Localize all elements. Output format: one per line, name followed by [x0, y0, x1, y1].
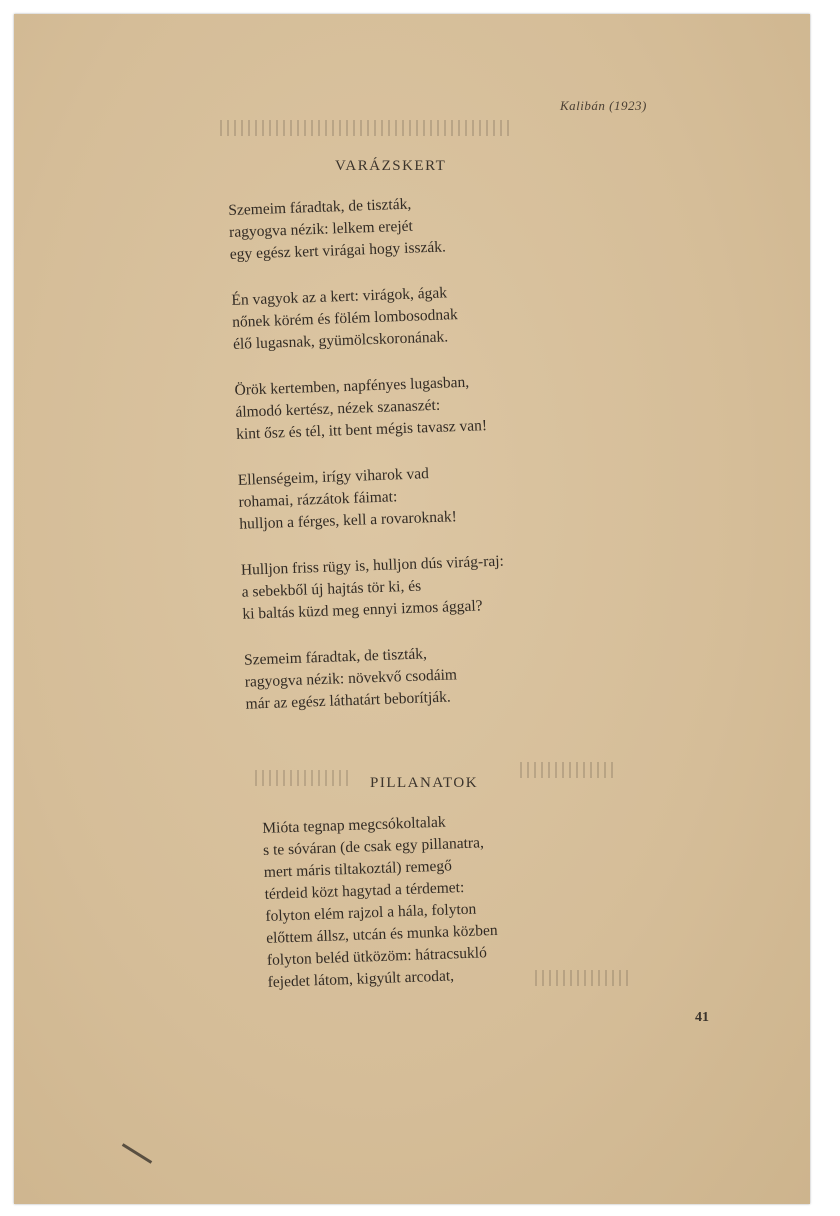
stanza [234, 371, 499, 446]
poem-line: rohamai, rázzátok fáimat: [238, 488, 398, 511]
poem-line: a sebekből új hajtás tör ki, és [241, 577, 422, 601]
page-number: 41 [695, 1010, 709, 1025]
poem-line: folyton beléd ütközöm: hátracsukló [266, 944, 488, 969]
poem-line: Mióta tegnap megcsókoltalak [262, 813, 446, 837]
poem-line: fejedet látom, kigyúlt arcodat, [267, 967, 455, 991]
poem-line: mert máris tiltakoztál) remegő [263, 857, 453, 881]
poem-line: Én vagyok az a kert: virágok, ágak [231, 284, 448, 309]
poem-line: nőnek körém és fölém lombosodnak [231, 306, 459, 331]
stanza [231, 281, 496, 356]
poem-line: álmodó kertész, nézek szanaszét: [235, 396, 441, 421]
header-note: Kalibán (1923) [560, 98, 647, 113]
poem-line: s te sóváran (de csak egy pillanatra, [262, 834, 485, 859]
poem-line: Szemeim fáradtak, de tiszták, [228, 195, 412, 219]
bleed-through-1 [220, 120, 510, 136]
poem-line: Örök kertemben, napfényes lugasban, [234, 373, 470, 399]
poem-line: élő lugasnak, gyümölcskoronának. [232, 328, 449, 353]
stanza [237, 461, 502, 536]
poem-line: már az egész láthatárt beborítják. [245, 688, 452, 713]
poem-line: előttem állsz, utcán és munka közben [265, 921, 498, 947]
poem-line: Szemeim fáradtak, de tiszták, [243, 645, 428, 669]
stanza [228, 191, 493, 266]
poem-line: Ellenségeim, irígy viharok vad [237, 465, 430, 489]
stanza [241, 551, 506, 626]
poem-title-varazskert: VARÁZSKERT [335, 158, 447, 174]
poem-line: hulljon a férges, kell a rovaroknak! [239, 508, 457, 533]
bleed-through-4 [535, 970, 630, 986]
stanza [244, 641, 509, 716]
poem-line: ragyogva nézik: növekvő csodáim [244, 666, 458, 691]
poem-varazskert [228, 191, 510, 740]
bleed-through-3 [520, 762, 615, 778]
poem-line: folyton elém rajzol a hála, folyton [265, 900, 477, 925]
poem-pillanatok [262, 810, 500, 1018]
poem-line: térdeid közt hagytad a térdemet: [264, 878, 465, 903]
poem-line: Hulljon friss rügy is, hulljon dús virág-raj: [240, 552, 505, 579]
poem-line: ki baltás küzd meg ennyi izmos ággal? [242, 597, 483, 623]
stanza [262, 810, 500, 994]
poem-line: ragyogva nézik: lelkem erejét [228, 217, 414, 241]
poem-line: egy egész kert virágai hogy isszák. [229, 238, 447, 263]
bleed-through-2 [255, 770, 350, 786]
poem-line: kint ősz és tél, itt bent mégis tavasz van! [235, 417, 488, 443]
poem-title-pillanatok: PILLANATOK [370, 775, 479, 791]
